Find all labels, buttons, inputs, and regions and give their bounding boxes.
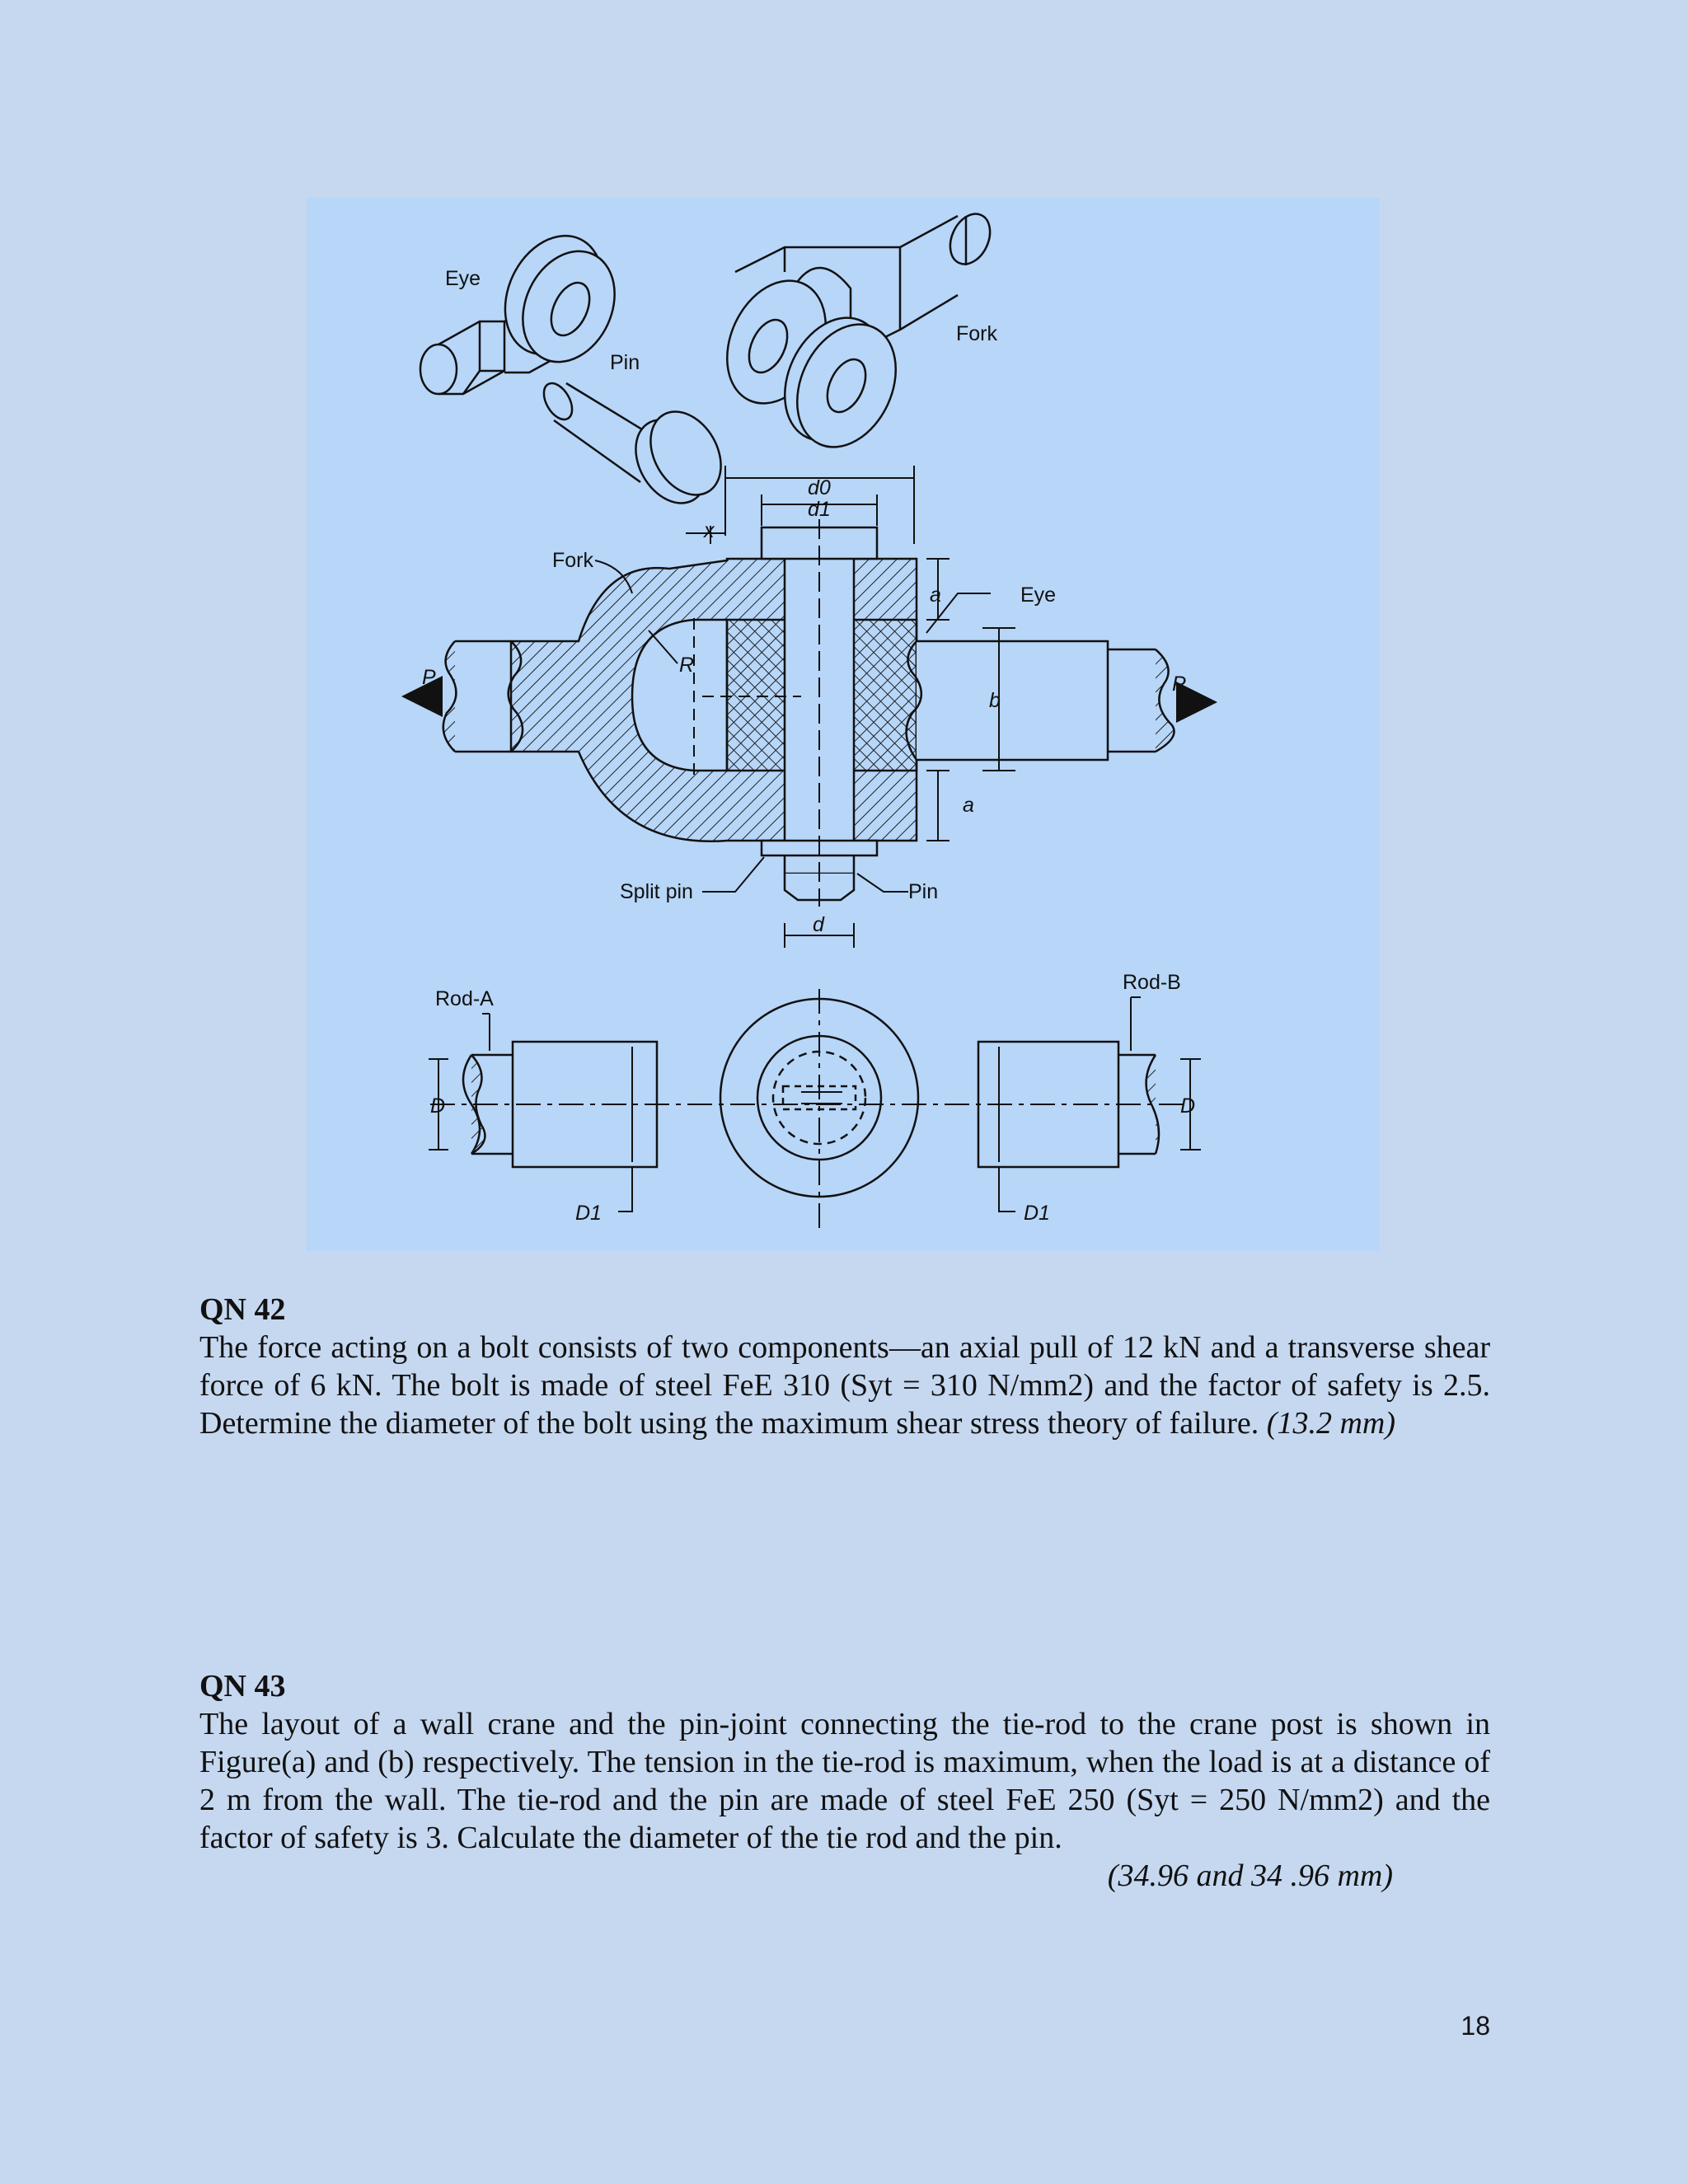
question-42-heading: QN 42 <box>199 1292 286 1327</box>
question-43-body <box>199 1705 1490 1857</box>
label-pin-section: Pin <box>908 880 939 903</box>
label-pin-top: Pin <box>610 351 640 374</box>
label-a-top: a <box>930 583 941 607</box>
label-d0: d0 <box>808 476 831 499</box>
label-D-left: D <box>430 1094 446 1118</box>
label-D-right: D <box>1180 1094 1196 1118</box>
label-split-pin: Split pin <box>620 880 693 903</box>
label-D1-right: D1 <box>1024 1202 1050 1225</box>
plan-view <box>429 989 1201 1232</box>
label-P-right: P <box>1172 673 1186 696</box>
label-D1-left: D1 <box>575 1202 602 1225</box>
label-b: b <box>989 689 1001 712</box>
eye-part-drawing <box>420 220 632 394</box>
question-43 <box>199 1667 1490 1895</box>
label-d1: d1 <box>808 498 831 521</box>
label-R: R <box>679 654 695 677</box>
page-number: 18 <box>1461 2011 1490 2041</box>
sectional-view <box>406 466 1213 948</box>
label-a-bottom: a <box>963 794 974 817</box>
question-42-answer: (13.2 mm) <box>1266 1406 1395 1441</box>
exploded-view <box>420 208 997 516</box>
question-42-text: The force acting on a bolt consists of two components—an axial pull of 12 kN and a transverse shear force of 6 kN. The bolt is made of steel FeE 310 (Syt = 310 N/mm2) and the factor of safety is 2.5. Determine the diameter of the bolt using the maximum shear stress theory of failure. <box>199 1330 1490 1441</box>
label-P-left: P <box>422 666 436 689</box>
label-x: x <box>704 519 715 542</box>
knuckle-joint-figure <box>307 198 1380 1251</box>
question-43-text: The layout of a wall crane and the pin-joint connecting the tie-rod to the crane post is shown in Figure(a) and (b) respectively. The tension in the tie-rod is maximum, when the load is at a distance of 2 m from the wall. The tie-rod and the pin are made of steel FeE 250 (Syt = 250 N/mm2) and the factor of safety is 3. Calculate the diameter of the tie rod and the pin. <box>199 1707 1490 1855</box>
label-rod-a: Rod-A <box>435 987 494 1010</box>
question-42-body <box>199 1329 1490 1442</box>
question-43-answer: (34.96 and 34 .96 mm) <box>1107 1858 1393 1893</box>
question-43-heading: QN 43 <box>199 1669 286 1704</box>
pin-part-drawing <box>538 378 735 516</box>
label-d: d <box>813 913 824 936</box>
label-fork-section: Fork <box>552 549 593 572</box>
label-eye-section: Eye <box>1020 583 1057 607</box>
label-fork-top: Fork <box>956 322 997 345</box>
fork-part-drawing <box>708 208 997 463</box>
label-rod-b: Rod-B <box>1123 971 1181 994</box>
label-eye-top: Eye <box>445 267 481 290</box>
question-42 <box>199 1291 1490 1442</box>
